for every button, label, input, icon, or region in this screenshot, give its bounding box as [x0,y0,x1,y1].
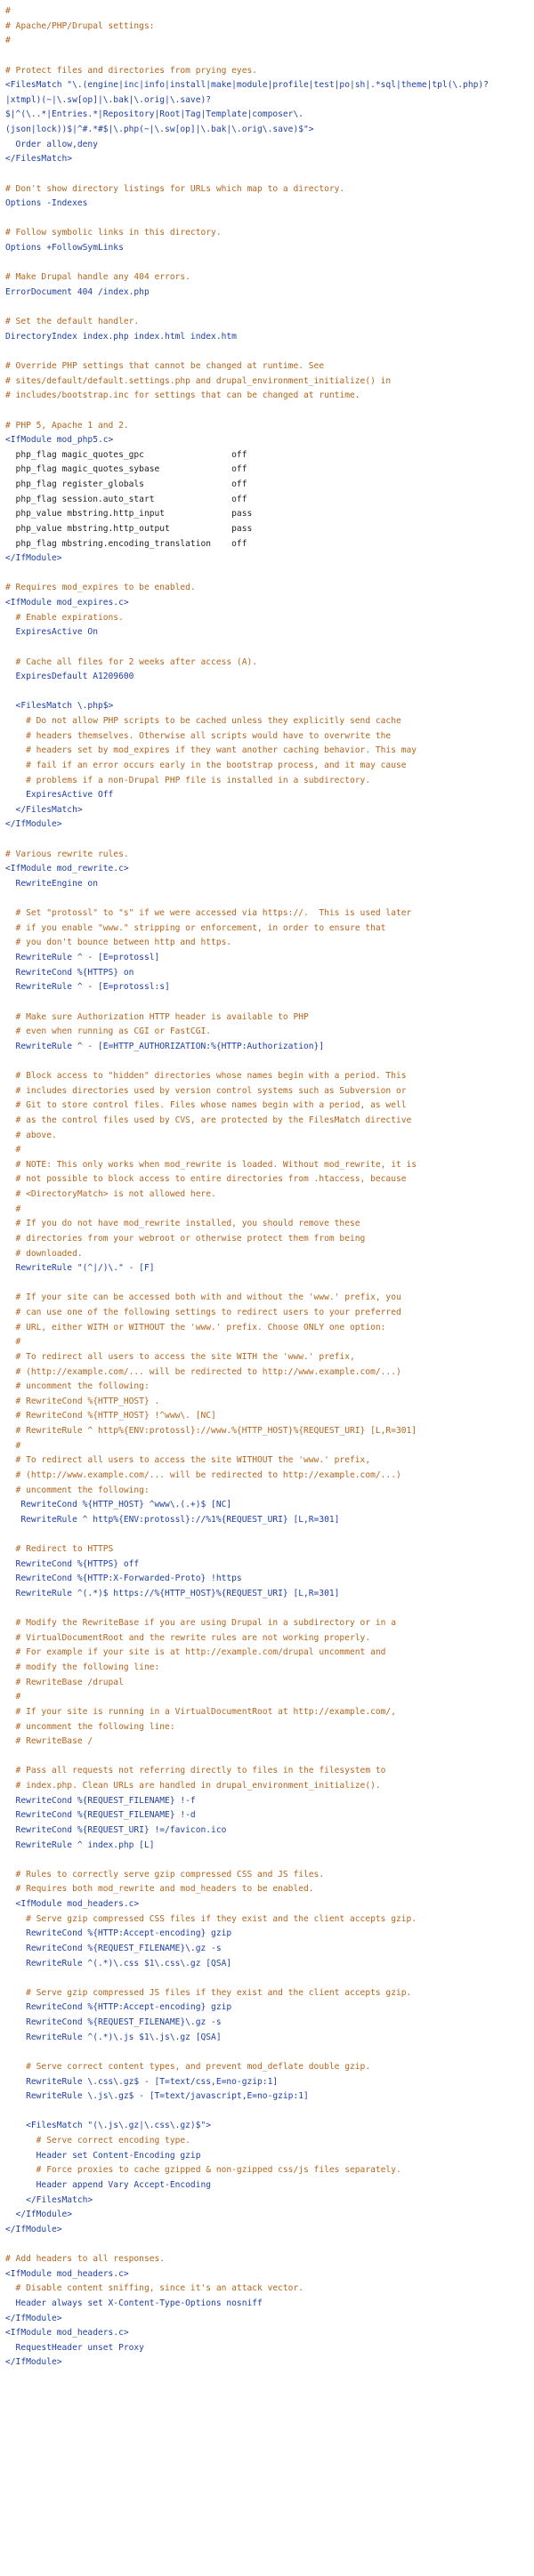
comment-line: # Serve gzip compressed JS files if they exist and the client accepts gzip. [5,1987,412,1998]
blank-line [5,49,489,64]
blank-line [5,301,489,316]
comment-line: # Make Drupal handle any 404 errors. [5,272,190,283]
comment-line: # uncomment the following line: [5,1721,175,1732]
blank-line [5,1054,489,1069]
comment-line: # can use one of the following settings to redirect users to your preferred [5,1308,401,1317]
comment-line: # Redirect to HTTPS [5,1544,114,1554]
code-line: RewriteRule \.js\.gz$ - [T=text/javascript,E=no-gzip:1] [5,2091,309,2102]
blank-line [5,404,489,419]
blank-line [5,2237,489,2252]
code-line: </IfModule> [5,2210,73,2220]
comment-line: # uncomment the following: [5,1485,150,1495]
code-line: </FilesMatch> [5,2194,93,2205]
blank-line [5,256,489,271]
code-line: php_flag session.auto_start off [5,494,247,504]
comment-line: # RewriteBase / [5,1736,93,1747]
code-line: RewriteCond %{REQUEST_FILENAME} !-f [5,1795,196,1806]
code-line: Options -Indexes [5,198,88,209]
code-line: php_flag magic_quotes_sybase off [5,464,247,475]
code-line: <FilesMatch \.php$> [5,701,114,712]
code-line: |xtmpl)(~|\.sw[op]|\.bak|\.orig|\.save)? [5,94,212,105]
comment-line: # uncomment the following: [5,1381,150,1392]
blank-line [5,567,489,582]
comment-line: # [5,36,11,46]
code-line: RewriteCond %{HTTPS} on [5,967,134,978]
code-line: </IfModule> [5,553,62,564]
comment-line: # includes/bootstrap.inc for settings that can be changed at runtime. [5,390,360,401]
code-line: RewriteRule ^ - [E=HTTP_AUTHORIZATION:%{HTTP:Authorization}] [5,1041,325,1051]
comment-line: # not possible to block access to entire directories from .htaccess, because [5,1174,407,1185]
code-line: <IfModule mod_headers.c> [5,2328,129,2339]
blank-line [5,2105,489,2120]
comment-line: # above. [5,1130,57,1140]
comment-line: # downloaded. [5,1248,83,1259]
comment-line: # VirtualDocumentRoot and the rewrite rules are not working properly. [5,1632,371,1643]
comment-line: # Git to store control files. Files whose names begin with a period, as well [5,1100,407,1111]
blank-line [5,344,489,359]
code-line: <IfModule mod_headers.c> [5,2268,129,2279]
code-line: RewriteCond %{HTTP:Accept-encoding} gzip [5,1928,232,1939]
code-line: </IfModule> [5,2313,62,2323]
comment-line: # Protect files and directories from prying eyes. [5,65,258,76]
comment-line: # Disable content sniffing, since it's an attack vector. [5,2283,304,2294]
comment-line: # as the control files used by CVS, are protected by the FilesMatch directive [5,1115,412,1125]
code-line: RewriteRule ^ - [E=protossl:s] [5,982,170,993]
blank-line [5,892,489,907]
comment-line: # Enable expirations. [5,612,124,623]
comment-line: # NOTE: This only works when mod_rewrite is loaded. Without mod_rewrite, it is [5,1159,417,1170]
code-line: RewriteCond %{REQUEST_FILENAME}\.gz -s [5,2017,222,2027]
code-line: RewriteRule ^(.*)$ https://%{HTTP_HOST}%{REQUEST_URI} [L,R=301] [5,1588,340,1598]
code-line: <IfModule mod_headers.c> [5,1899,140,1909]
comment-line: # headers set by mod_expires if they want another caching behavior. This may [5,745,417,756]
comment-line: # Set the default handler. [5,317,140,327]
code-line: RewriteEngine on [5,878,98,889]
blank-line [5,1527,489,1542]
code-line: <IfModule mod_php5.c> [5,435,114,446]
code-line: ExpiresActive Off [5,790,114,801]
code-line: RewriteRule ^ index.php [L] [5,1839,155,1850]
code-line: </FilesMatch> [5,804,83,815]
comment-line: # RewriteCond %{HTTP_HOST} . [5,1396,160,1406]
code-line: RewriteCond %{REQUEST_URI} !=/favicon.ico [5,1824,227,1835]
comment-line: # includes directories used by version control systems such as Subversion or [5,1085,407,1096]
code-line: php_flag mbstring.encoding_translation off [5,538,247,549]
comment-line: # index.php. Clean URLs are handled in drupal_environment_initialize(). [5,1781,381,1791]
comment-line: # Pass all requests not referring directly to files in the filesystem to [5,1766,386,1776]
comment-line: # RewriteCond %{HTTP_HOST} !^www\. [NC] [5,1411,216,1421]
code-line: Header append Vary Accept-Encoding [5,2179,212,2190]
comment-line: # Apache/PHP/Drupal settings: [5,20,155,31]
code-line: </IfModule> [5,819,62,830]
comment-line: # URL, either WITH or WITHOUT the 'www.' prefix. Choose ONLY one option: [5,1322,386,1332]
comment-line: # Don't show directory listings for URLs which map to a directory. [5,183,345,194]
blank-line [5,640,489,656]
code-line: RequestHeader unset Proxy [5,2342,144,2353]
code-line: RewriteRule ^ http%{ENV:protossl}://%1%{REQUEST_URI} [L,R=301] [5,1514,340,1525]
comment-line: # Force proxies to cache gzipped & non-gzipped css/js files separately. [5,2165,401,2176]
code-line: RewriteCond %{HTTP_HOST} ^www\.(.+)$ [NC] [5,1500,232,1510]
comment-line: # (http://www.example.com/... will be redirected to http://example.com/...) [5,1469,401,1480]
code-line: RewriteCond %{HTTP:Accept-encoding} gzip [5,2002,232,2013]
comment-line: # directories from your webroot or otherwise protect them from being [5,1233,366,1244]
comment-line: # Requires both mod_rewrite and mod_headers to be enabled. [5,1884,314,1895]
comment-line: # Follow symbolic links in this directory. [5,228,222,238]
blank-line [5,1602,489,1617]
code-line: </IfModule> [5,2224,62,2234]
comment-line: # Make sure Authorization HTTP header is available to PHP [5,1011,309,1022]
comment-line: # Add headers to all responses. [5,2254,166,2264]
code-line: (json|lock))$|^#.*#$|\.php(~|\.sw[op]|\.bak|\.orig\.save)$"> [5,125,314,134]
code-line: ExpiresActive On [5,627,98,638]
blank-line [5,995,489,1010]
code-line: php_value mbstring.http_output pass [5,523,253,534]
code-line: ExpiresDefault A1209600 [5,672,134,682]
code-line: RewriteRule ^(.*)\.js $1\.js\.gz [QSA] [5,2032,222,2042]
comment-line: # If your site can be accessed both with and without the 'www.' prefix, you [5,1292,401,1303]
code-line: php_flag magic_quotes_gpc off [5,449,247,460]
comment-line: # Override PHP settings that cannot be changed at runtime. See [5,361,325,371]
comment-line: # headers themselves. Otherwise all scripts would have to overwrite the [5,730,392,741]
blank-line [5,1276,489,1292]
blank-line [5,685,489,700]
comment-line: # sites/default/default.settings.php and drupal_environment_initialize() in [5,375,392,386]
code-line: <FilesMatch "\.(engine|inc|info|install|make|module|profile|test|po|sh|.*sql|theme|tpl(\.php)? [5,80,489,91]
code-line: Header set Content-Encoding gzip [5,2150,201,2161]
comment-line: # Block access to "hidden" directories whose names begin with a period. This [5,1071,407,1081]
blank-line [5,1853,489,1868]
code-line: php_flag register_globals off [5,479,247,489]
comment-line: # fail if an error occurs early in the bootstrap process, and it may cause [5,760,407,770]
code-line: RewriteCond %{REQUEST_FILENAME}\.gz -s [5,1943,222,1953]
comment-line: # Serve correct encoding type. [5,2136,190,2145]
code-line: php_value mbstring.http_input pass [5,509,253,519]
code-line: RewriteCond %{REQUEST_FILENAME} !-d [5,1810,196,1821]
comment-line: # Serve correct content types, and prevent mod_deflate double gzip. [5,2061,371,2072]
comment-line: # [5,1692,21,1703]
blank-line [5,212,489,227]
comment-line: # you don't bounce between http and https. [5,938,232,948]
blank-line [5,1971,489,1986]
code-line: <IfModule mod_expires.c> [5,598,129,608]
code-line: Order allow,deny [5,139,98,149]
comment-line: # problems if a non-Drupal PHP file is installed in a subdirectory. [5,775,371,785]
comment-line: # To redirect all users to access the site WITHOUT the 'www.' prefix, [5,1455,371,1466]
comment-line: # Requires mod_expires to be enabled. [5,583,196,593]
comment-line: # Set "protossl" to "s" if we were accessed via https://. This is used later [5,908,412,919]
comment-line: # To redirect all users to access the site WITH the 'www.' prefix, [5,1351,355,1362]
code-line: DirectoryIndex index.php index.html index.htm [5,331,237,342]
code-line: RewriteRule "(^|/)\." - [F] [5,1263,155,1274]
comment-line: # even when running as CGI or FastCGI. [5,1026,212,1037]
code-line: </IfModule> [5,2357,62,2368]
comment-line: # modify the following line: [5,1662,160,1672]
code-line: $|^(\..*|Entries.*|Repository|Root|Tag|Template|composer\. [5,109,304,120]
code-line: Header always set X-Content-Type-Options nosniff [5,2298,263,2308]
code-line: <IfModule mod_rewrite.c> [5,864,129,874]
comment-line: # (http://example.com/... will be redirected to http://www.example.com/...) [5,1366,401,1377]
comment-line: # Serve gzip compressed CSS files if they exist and the client accepts gzip. [5,1913,417,1924]
code-line: <FilesMatch "(\.js\.gz|\.css\.gz)$"> [5,2121,212,2131]
comment-line: # [5,6,11,16]
comment-line: # RewriteBase /drupal [5,1677,124,1687]
code-line: Options +FollowSymLinks [5,243,124,253]
comment-line: # Cache all files for 2 weeks after access (A). [5,656,258,667]
code-line: RewriteRule ^ - [E=protossl] [5,953,160,962]
comment-line: # <DirectoryMatch> is not allowed here. [5,1189,216,1199]
code-line: RewriteCond %{HTTPS} off [5,1558,140,1569]
comment-line: # RewriteRule ^ http%{ENV:protossl}://www.%{HTTP_HOST}%{REQUEST_URI} [L,R=301] [5,1426,417,1436]
comment-line: # [5,1145,21,1155]
comment-line: # Various rewrite rules. [5,849,129,859]
blank-line [5,1750,489,1765]
code-line: RewriteCond %{HTTP:X-Forwarded-Proto} !https [5,1574,242,1584]
comment-line: # [5,1337,21,1348]
comment-line: # [5,1440,21,1451]
blank-line [5,833,489,848]
comment-line: # Modify the RewriteBase if you are using Drupal in a subdirectory or in a [5,1618,396,1629]
comment-line: # [5,1203,21,1214]
blank-line [5,2045,489,2060]
code-line: ErrorDocument 404 /index.php [5,286,150,297]
comment-line: # If you do not have mod_rewrite installed, you should remove these [5,1219,360,1229]
code-line: RewriteRule \.css\.gz$ - [T=text/css,E=no-gzip:1] [5,2076,279,2087]
blank-line [5,167,489,182]
comment-line: # If your site is running in a VirtualDocumentRoot at http://example.com/, [5,1706,396,1717]
comment-line: # Do not allow PHP scripts to be cached unless they explicitly send cache [5,716,401,726]
comment-line: # if you enable "www." stripping or enforcement, in order to ensure that [5,922,386,933]
code-line: RewriteRule ^(.*)\.css $1\.css\.gz [QSA] [5,1958,232,1968]
comment-line: # Rules to correctly serve gzip compressed CSS and JS files. [5,1869,325,1880]
code-line: </FilesMatch> [5,154,73,165]
comment-line: # For example if your site is at http://example.com/drupal uncomment and [5,1647,386,1658]
comment-line: # PHP 5, Apache 1 and 2. [5,420,129,431]
htaccess-code [5,4,489,2371]
